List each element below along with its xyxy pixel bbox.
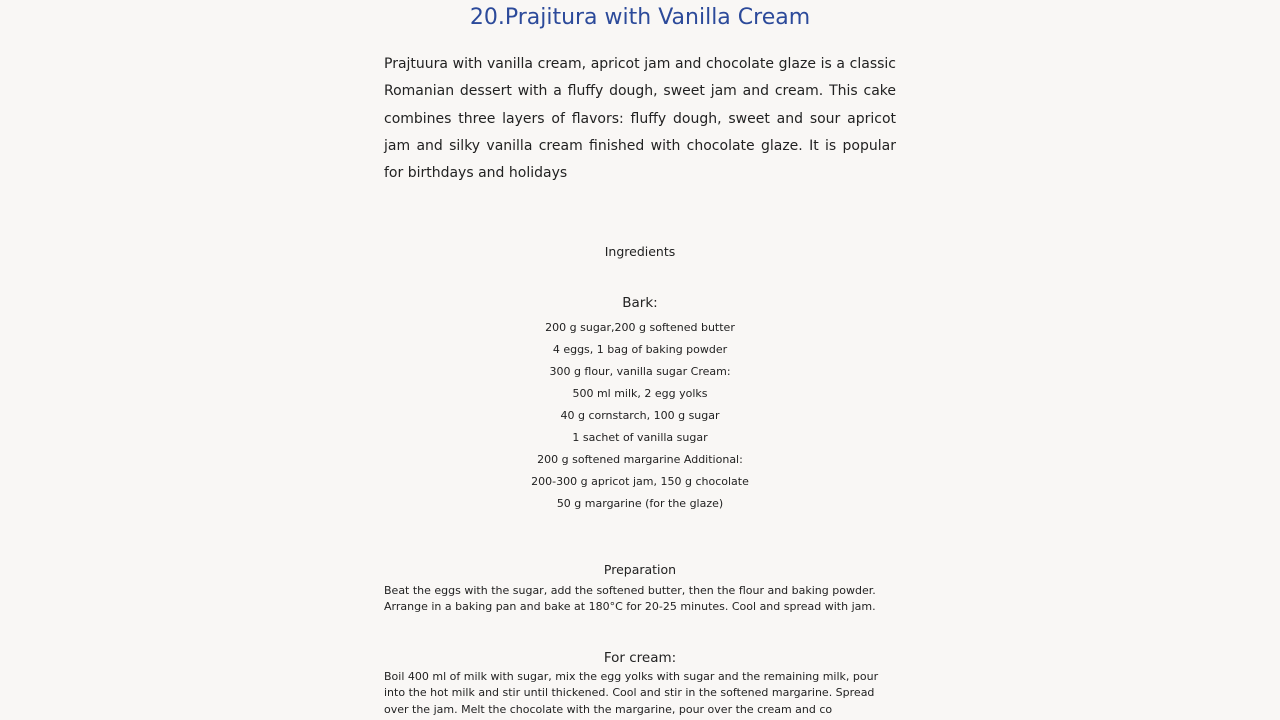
ingredients-list (0, 317, 1280, 515)
intro-paragraph: Prajtuura with vanilla cream, apricot jam and chocolate glaze is a classic Romanian dessert with a fluffy dough, sweet jam and cream. This cake combines three layers of flavors: fluffy dough, sweet and sour apricot jam and silky vanilla cream finished with chocolate glaze. It is popular for birthdays and holidays (384, 56, 896, 182)
ingredient-item: 1 sachet of vanilla sugar (572, 431, 708, 444)
preparation-heading: Preparation (603, 562, 677, 577)
ingredient-item: 200 g sugar,200 g softened butter (545, 321, 735, 334)
bark-heading: Bark: (622, 295, 658, 311)
cream-heading: For cream: (603, 650, 677, 666)
ingredient-item: 200-300 g apricot jam, 150 g chocolate (531, 475, 749, 488)
ingredient-item: 40 g cornstarch, 100 g sugar (560, 409, 720, 422)
ingredient-item: 500 ml milk, 2 egg yolks (572, 387, 708, 400)
preparation-text: Beat the eggs with the sugar, add the softened butter, then the flour and baking powder. Arrange in a baking pan and bake at 180°C for 20-25 minutes. Cool and spread with jam. (384, 584, 876, 614)
ingredients-heading: Ingredients (604, 244, 676, 259)
ingredient-item: 200 g softened margarine Additional: (537, 453, 743, 466)
ingredient-item: 50 g margarine (for the glaze) (556, 497, 724, 510)
cream-text: Boil 400 ml of milk with sugar, mix the egg yolks with sugar and the remaining milk, pour into the hot milk and stir until thickened. Cool and stir in the softened margarine. Spread over the jam. Melt the chocolate with the margarine, pour over the cream and co (384, 670, 879, 716)
ingredient-item: 4 eggs, 1 bag of baking powder (552, 343, 728, 356)
ingredient-item: 300 g flour, vanilla sugar Cream: (549, 365, 731, 378)
page-title: 20.Prajitura with Vanilla Cream (469, 5, 811, 30)
